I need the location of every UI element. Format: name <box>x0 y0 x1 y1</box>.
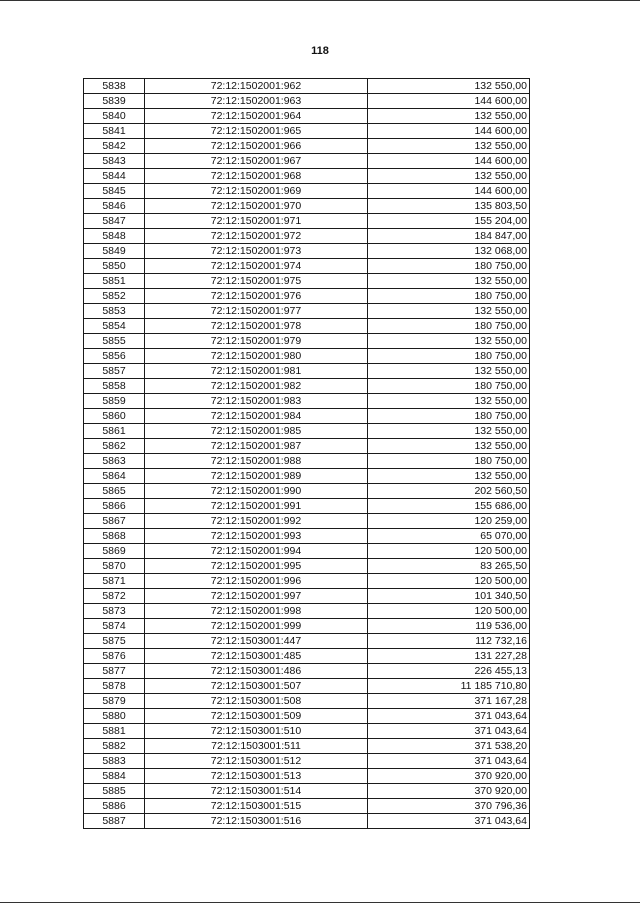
cadastral-number: 72:12:1503001:509 <box>145 709 368 724</box>
cadastral-value: 202 560,50 <box>368 484 530 499</box>
table-row <box>84 184 530 199</box>
cadastral-number: 72:12:1503001:447 <box>145 634 368 649</box>
row-number: 5857 <box>84 364 145 379</box>
cadastral-number: 72:12:1502001:990 <box>145 484 368 499</box>
cadastral-number: 72:12:1502001:978 <box>145 319 368 334</box>
cadastral-value: 132 550,00 <box>368 79 530 94</box>
row-number: 5870 <box>84 559 145 574</box>
cadastral-value: 120 500,00 <box>368 544 530 559</box>
cadastral-number: 72:12:1502001:973 <box>145 244 368 259</box>
cadastral-value: 135 803,50 <box>368 199 530 214</box>
table-row <box>84 799 530 814</box>
table-row <box>84 394 530 409</box>
row-number: 5884 <box>84 769 145 784</box>
cadastral-number: 72:12:1503001:507 <box>145 679 368 694</box>
table-row <box>84 94 530 109</box>
table-row <box>84 214 530 229</box>
table-row <box>84 79 530 94</box>
row-number: 5883 <box>84 754 145 769</box>
cadastral-value: 371 043,64 <box>368 754 530 769</box>
table-row <box>84 469 530 484</box>
scan-edge-top <box>0 0 640 1</box>
cadastral-number: 72:12:1502001:982 <box>145 379 368 394</box>
table-row <box>84 589 530 604</box>
table-row <box>84 754 530 769</box>
cadastral-value: 226 455,13 <box>368 664 530 679</box>
cadastral-number: 72:12:1502001:997 <box>145 589 368 604</box>
table-row <box>84 634 530 649</box>
cadastral-number: 72:12:1502001:967 <box>145 154 368 169</box>
table-row <box>84 784 530 799</box>
cadastral-value: 132 550,00 <box>368 469 530 484</box>
row-number: 5887 <box>84 814 145 829</box>
cadastral-number: 72:12:1502001:984 <box>145 409 368 424</box>
table-row <box>84 379 530 394</box>
row-number: 5876 <box>84 649 145 664</box>
scan-edge-bottom <box>0 902 640 903</box>
row-number: 5861 <box>84 424 145 439</box>
row-number: 5874 <box>84 619 145 634</box>
table-row <box>84 814 530 829</box>
cadastral-value: 180 750,00 <box>368 349 530 364</box>
row-number: 5879 <box>84 694 145 709</box>
cadastral-value: 101 340,50 <box>368 589 530 604</box>
table-row <box>84 514 530 529</box>
cadastral-number: 72:12:1502001:980 <box>145 349 368 364</box>
table-row <box>84 334 530 349</box>
table-row <box>84 484 530 499</box>
cadastral-value: 370 796,36 <box>368 799 530 814</box>
row-number: 5840 <box>84 109 145 124</box>
table-row <box>84 724 530 739</box>
table-row <box>84 349 530 364</box>
table-row <box>84 559 530 574</box>
table-row <box>84 289 530 304</box>
cadastral-number: 72:12:1502001:970 <box>145 199 368 214</box>
cadastral-value: 11 185 710,80 <box>368 679 530 694</box>
cadastral-number: 72:12:1502001:974 <box>145 259 368 274</box>
cadastral-number: 72:12:1502001:968 <box>145 169 368 184</box>
table-row <box>84 739 530 754</box>
cadastral-number: 72:12:1502001:995 <box>145 559 368 574</box>
cadastral-value: 132 550,00 <box>368 274 530 289</box>
cadastral-value: 132 550,00 <box>368 304 530 319</box>
row-number: 5862 <box>84 439 145 454</box>
row-number: 5852 <box>84 289 145 304</box>
table-row <box>84 499 530 514</box>
cadastral-number: 72:12:1502001:981 <box>145 364 368 379</box>
cadastral-value: 155 686,00 <box>368 499 530 514</box>
cadastral-value: 180 750,00 <box>368 319 530 334</box>
table-row <box>84 454 530 469</box>
cadastral-number: 72:12:1502001:963 <box>145 94 368 109</box>
row-number: 5865 <box>84 484 145 499</box>
cadastral-value: 371 043,64 <box>368 709 530 724</box>
cadastral-value: 144 600,00 <box>368 124 530 139</box>
table-row <box>84 619 530 634</box>
row-number: 5866 <box>84 499 145 514</box>
cadastral-value: 184 847,00 <box>368 229 530 244</box>
table-row <box>84 544 530 559</box>
cadastral-value: 180 750,00 <box>368 259 530 274</box>
table-row <box>84 244 530 259</box>
cadastral-value: 144 600,00 <box>368 94 530 109</box>
cadastral-value: 132 550,00 <box>368 364 530 379</box>
row-number: 5881 <box>84 724 145 739</box>
row-number: 5838 <box>84 79 145 94</box>
cadastral-value: 155 204,00 <box>368 214 530 229</box>
cadastral-value: 132 550,00 <box>368 109 530 124</box>
row-number: 5849 <box>84 244 145 259</box>
cadastral-number: 72:12:1502001:983 <box>145 394 368 409</box>
cadastral-value: 371 043,64 <box>368 814 530 829</box>
row-number: 5880 <box>84 709 145 724</box>
row-number: 5872 <box>84 589 145 604</box>
row-number: 5854 <box>84 319 145 334</box>
table-row <box>84 199 530 214</box>
cadastral-value-table <box>83 78 530 829</box>
table-row <box>84 439 530 454</box>
cadastral-number: 72:12:1502001:991 <box>145 499 368 514</box>
cadastral-number: 72:12:1502001:994 <box>145 544 368 559</box>
cadastral-value: 120 500,00 <box>368 574 530 589</box>
cadastral-value: 132 068,00 <box>368 244 530 259</box>
cadastral-value: 180 750,00 <box>368 289 530 304</box>
row-number: 5858 <box>84 379 145 394</box>
table-row <box>84 139 530 154</box>
row-number: 5859 <box>84 394 145 409</box>
cadastral-value: 131 227,28 <box>368 649 530 664</box>
table-row <box>84 319 530 334</box>
cadastral-number: 72:12:1502001:977 <box>145 304 368 319</box>
table-row <box>84 424 530 439</box>
cadastral-number: 72:12:1502001:987 <box>145 439 368 454</box>
cadastral-number: 72:12:1503001:513 <box>145 769 368 784</box>
row-number: 5842 <box>84 139 145 154</box>
row-number: 5863 <box>84 454 145 469</box>
cadastral-number: 72:12:1502001:998 <box>145 604 368 619</box>
cadastral-value: 370 920,00 <box>368 784 530 799</box>
cadastral-value: 83 265,50 <box>368 559 530 574</box>
cadastral-value: 371 043,64 <box>368 724 530 739</box>
table-row <box>84 574 530 589</box>
cadastral-number: 72:12:1502001:966 <box>145 139 368 154</box>
cadastral-number: 72:12:1503001:515 <box>145 799 368 814</box>
row-number: 5868 <box>84 529 145 544</box>
row-number: 5841 <box>84 124 145 139</box>
row-number: 5850 <box>84 259 145 274</box>
cadastral-value: 180 750,00 <box>368 379 530 394</box>
cadastral-value: 65 070,00 <box>368 529 530 544</box>
table-row <box>84 364 530 379</box>
table-row <box>84 604 530 619</box>
cadastral-number: 72:12:1502001:965 <box>145 124 368 139</box>
cadastral-number: 72:12:1502001:962 <box>145 79 368 94</box>
cadastral-value: 370 920,00 <box>368 769 530 784</box>
table-row <box>84 259 530 274</box>
row-number: 5869 <box>84 544 145 559</box>
cadastral-number: 72:12:1503001:486 <box>145 664 368 679</box>
row-number: 5882 <box>84 739 145 754</box>
row-number: 5851 <box>84 274 145 289</box>
cadastral-value: 132 550,00 <box>368 139 530 154</box>
page-number: 118 <box>311 45 329 57</box>
cadastral-value: 119 536,00 <box>368 619 530 634</box>
cadastral-number: 72:12:1502001:972 <box>145 229 368 244</box>
cadastral-value: 132 550,00 <box>368 169 530 184</box>
cadastral-value: 132 550,00 <box>368 394 530 409</box>
table-row <box>84 109 530 124</box>
cadastral-value: 132 550,00 <box>368 334 530 349</box>
cadastral-number: 72:12:1502001:996 <box>145 574 368 589</box>
cadastral-number: 72:12:1502001:999 <box>145 619 368 634</box>
row-number: 5848 <box>84 229 145 244</box>
cadastral-number: 72:12:1503001:516 <box>145 814 368 829</box>
row-number: 5875 <box>84 634 145 649</box>
cadastral-number: 72:12:1503001:485 <box>145 649 368 664</box>
cadastral-number: 72:12:1503001:510 <box>145 724 368 739</box>
row-number: 5845 <box>84 184 145 199</box>
cadastral-number: 72:12:1502001:992 <box>145 514 368 529</box>
cadastral-number: 72:12:1503001:512 <box>145 754 368 769</box>
row-number: 5873 <box>84 604 145 619</box>
cadastral-number: 72:12:1502001:989 <box>145 469 368 484</box>
cadastral-value: 371 538,20 <box>368 739 530 754</box>
row-number: 5877 <box>84 664 145 679</box>
row-number: 5867 <box>84 514 145 529</box>
row-number: 5839 <box>84 94 145 109</box>
row-number: 5871 <box>84 574 145 589</box>
table-row <box>84 274 530 289</box>
table-row <box>84 409 530 424</box>
cadastral-value: 120 500,00 <box>368 604 530 619</box>
cadastral-number: 72:12:1502001:985 <box>145 424 368 439</box>
cadastral-value: 120 259,00 <box>368 514 530 529</box>
row-number: 5885 <box>84 784 145 799</box>
table-body <box>84 79 530 829</box>
cadastral-number: 72:12:1502001:979 <box>145 334 368 349</box>
cadastral-number: 72:12:1502001:964 <box>145 109 368 124</box>
table-row <box>84 769 530 784</box>
table-row <box>84 649 530 664</box>
cadastral-value: 180 750,00 <box>368 409 530 424</box>
table-row <box>84 709 530 724</box>
table-row <box>84 664 530 679</box>
cadastral-number: 72:12:1502001:975 <box>145 274 368 289</box>
table-row <box>84 169 530 184</box>
cadastral-number: 72:12:1502001:971 <box>145 214 368 229</box>
cadastral-number: 72:12:1503001:508 <box>145 694 368 709</box>
row-number: 5846 <box>84 199 145 214</box>
table-row <box>84 154 530 169</box>
cadastral-number: 72:12:1502001:969 <box>145 184 368 199</box>
cadastral-value: 132 550,00 <box>368 439 530 454</box>
table-row <box>84 529 530 544</box>
table-row <box>84 304 530 319</box>
cadastral-value: 371 167,28 <box>368 694 530 709</box>
row-number: 5847 <box>84 214 145 229</box>
row-number: 5843 <box>84 154 145 169</box>
table-row <box>84 124 530 139</box>
table-row <box>84 694 530 709</box>
cadastral-number: 72:12:1502001:988 <box>145 454 368 469</box>
cadastral-value: 132 550,00 <box>368 424 530 439</box>
row-number: 5860 <box>84 409 145 424</box>
cadastral-number: 72:12:1503001:511 <box>145 739 368 754</box>
table-row <box>84 679 530 694</box>
row-number: 5844 <box>84 169 145 184</box>
table-row <box>84 229 530 244</box>
row-number: 5864 <box>84 469 145 484</box>
row-number: 5855 <box>84 334 145 349</box>
row-number: 5853 <box>84 304 145 319</box>
cadastral-value: 180 750,00 <box>368 454 530 469</box>
cadastral-value: 112 732,16 <box>368 634 530 649</box>
cadastral-number: 72:12:1502001:993 <box>145 529 368 544</box>
cadastral-number: 72:12:1503001:514 <box>145 784 368 799</box>
row-number: 5886 <box>84 799 145 814</box>
cadastral-value: 144 600,00 <box>368 154 530 169</box>
row-number: 5856 <box>84 349 145 364</box>
cadastral-value: 144 600,00 <box>368 184 530 199</box>
row-number: 5878 <box>84 679 145 694</box>
cadastral-number: 72:12:1502001:976 <box>145 289 368 304</box>
